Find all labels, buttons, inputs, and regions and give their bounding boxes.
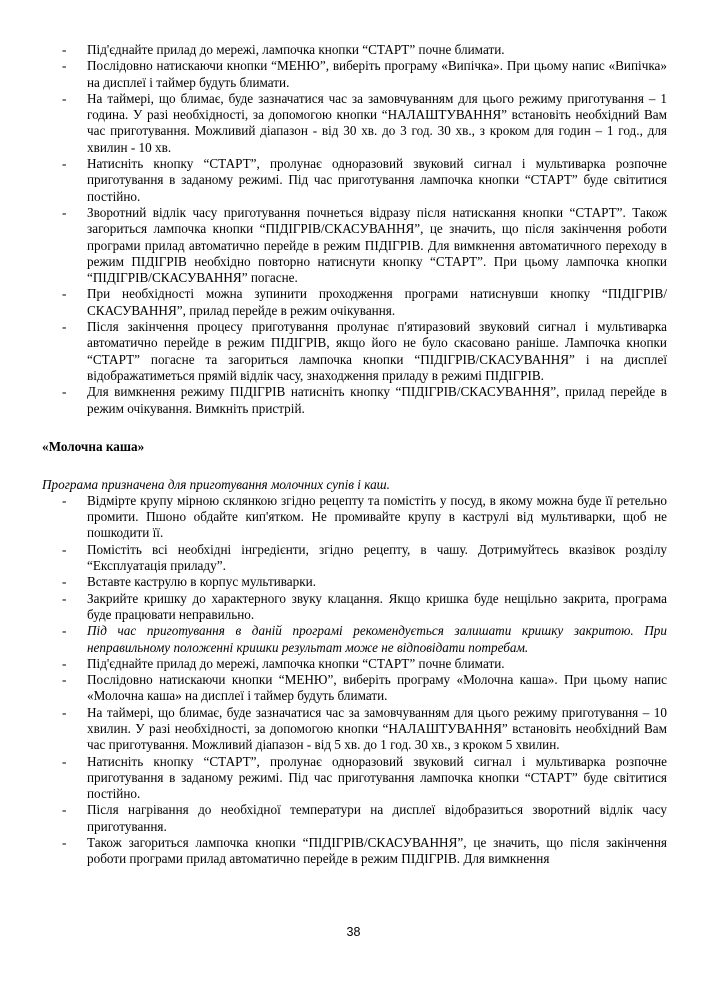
bullet-dash: - <box>62 802 67 818</box>
list-item-text: На таймері, що блимає, буде зазначатися час за замовчуванням для цього режиму приготування – 1 година. У разі необхідності, за допомогою кнопки “НАЛАШТУВАННЯ” встановіть необхідний Вам час приготування. Можливий діапазон - від 30 хв. до 3 год. 30 хв., з кроком для годин – 1 год., для хвилин - 10 хв. <box>87 90 667 155</box>
list-item-text: Послідовно натискаючи кнопки “МЕНЮ”, виберіть програму «Випічка». При цьому напис «Випічка» на дисплеї і таймер будуть блимати. <box>87 58 667 90</box>
list-item <box>42 802 667 835</box>
list-item-text: Вставте каструлю в корпус мультиварки. <box>87 574 317 590</box>
list-item <box>42 319 667 384</box>
instruction-list-baking <box>42 42 667 417</box>
bullet-dash: - <box>62 655 67 671</box>
list-item <box>42 705 667 754</box>
bullet-dash: - <box>62 204 67 220</box>
bullet-dash: - <box>62 835 67 851</box>
list-item <box>42 591 667 624</box>
page-number: 38 <box>346 925 361 939</box>
bullet-dash: - <box>62 623 67 639</box>
list-item <box>42 286 667 319</box>
section-intro: Програма призначена для приготування молочних супів і каш. <box>42 476 390 492</box>
bullet-dash: - <box>62 704 67 720</box>
list-item-text: Для вимкнення режиму ПІДІГРІВ натисніть кнопку “ПІДІГРІВ/СКАСУВАННЯ”, прилад перейде в режим очікування. Вимкніть пристрій. <box>87 384 667 416</box>
bullet-dash: - <box>62 574 67 590</box>
list-item-text: Під'єднайте прилад до мережі, лампочка кнопки “СТАРТ” почне блимати. <box>87 655 505 671</box>
list-item <box>42 672 667 705</box>
list-item-text: Помістіть всі необхідні інгредієнти, згідно рецепту, в чашу. Дотримуйтесь вказівок розділу “Експлуатація приладу”. <box>87 541 667 574</box>
bullet-dash: - <box>62 541 67 557</box>
instruction-list-milk-porridge <box>42 493 667 868</box>
list-item-text: Натисніть кнопку “СТАРТ”, пролунає одноразовий звуковий сигнал і мультиварка розпочне приготування в заданому режимі. Під час приготування лампочка кнопки “СТАРТ” буде світитися постійно. <box>87 156 667 204</box>
list-item-text: Закрийте кришку до характерного звуку клацання. Якщо кришка буде нещільно закрита, програма буде працювати неправильно. <box>87 590 667 622</box>
list-item-text: Натисніть кнопку “СТАРТ”, пролунає одноразовий звуковий сигнал і мультиварка розпочне приготування в заданому режимі. Під час приготування лампочка кнопки “СТАРТ” буде світитися постійно. <box>87 753 667 802</box>
bullet-dash: - <box>62 42 67 57</box>
bullet-dash: - <box>62 319 67 335</box>
list-item <box>42 542 667 575</box>
list-item-text: Послідовно натискаючи кнопки “МЕНЮ”, виберіть програму «Молочна каша». При цьому напис «Молочна каша» на дисплеї і таймер будуть блимати. <box>87 672 667 704</box>
list-item-text: Також загориться лампочка кнопки “ПІДІГРІВ/СКАСУВАННЯ”, це значить, що після закінчення роботи програми прилад автоматично перейде в режим ПІДІГРІВ. Для вимкнення <box>87 835 667 867</box>
bullet-dash: - <box>62 590 67 606</box>
list-item-text: Під'єднайте прилад до мережі, лампочка кнопки “СТАРТ” почне блимати. <box>87 42 505 57</box>
bullet-dash: - <box>62 156 67 172</box>
list-item-text: Зворотний відлік часу приготування почнеться відразу після натискання кнопки “СТАРТ”. Також загориться лампочка кнопки “ПІДІГРІВ/СКАСУВАННЯ”, це значить, що після закінчення роботи програми прилад автоматично перейде в режим ПІДІГРІВ. Для вимкнення автоматичного переходу в режим ПІДІГРІВ необхідно повторно натиснути кнопку “СТАРТ”. При цьому лампочка кнопки “ПІДІГРІВ/СКАСУВАННЯ” погасне. <box>87 204 667 286</box>
list-item <box>42 58 667 91</box>
document-page <box>42 42 667 868</box>
bullet-dash: - <box>62 58 67 74</box>
list-item <box>42 835 667 868</box>
list-item <box>42 384 667 417</box>
list-item-text: Після закінчення процесу приготування пролунає п'ятиразовий звуковий сигнал і мультиварка автоматично перейде в режим ПІДІГРІВ, якщо його не було скасовано раніше. Лампочка кнопки “СТАРТ” погасне та загориться лампочка кнопки “ПІДІГРІВ/СКАСУВАННЯ” і на дисплеї відображатиметься прямій відлік часу, знаходження приладу в режимі ПІДІГРІВ. <box>87 319 667 383</box>
bullet-dash: - <box>62 90 67 106</box>
bullet-dash: - <box>62 672 67 688</box>
list-item <box>42 754 667 803</box>
list-item <box>42 574 667 590</box>
list-item <box>42 656 667 672</box>
bullet-dash: - <box>62 753 67 769</box>
list-item <box>42 42 667 58</box>
list-item-text: Після нагрівання до необхідної температури на дисплеї відобразиться зворотний відлік часу приготування. <box>87 802 667 834</box>
list-item <box>42 156 667 205</box>
list-item-text: На таймері, що блимає, буде зазначатися час за замовчуванням для цього режиму приготування – 10 хвилин. У разі необхідності, за допомогою кнопки “НАЛАШТУВАННЯ” встановіть необхідний Вам час приготування. Можливий діапазон - від 5 хв. до 1 год. 30 хв., з кроком 5 хвилин. <box>87 704 667 753</box>
bullet-dash: - <box>62 286 67 302</box>
list-item <box>42 205 667 286</box>
list-item <box>42 493 667 542</box>
list-item <box>42 91 667 156</box>
list-item-text: Відмірте крупу мірною склянкою згідно рецепту та помістіть у посуд, в якому можна буде її ретельно промити. Пшоно обдайте кип'ятком. Не промивайте крупу в каструлі від мультиварки, щоб не пошкодити її. <box>87 492 667 541</box>
list-item-text: При необхідності можна зупинити проходження програми натиснувши кнопку “ПІДІГРІВ/СКАСУВАННЯ”, прилад перейде в режим очікування. <box>87 286 667 318</box>
bullet-dash: - <box>62 492 67 508</box>
bullet-dash: - <box>62 384 67 400</box>
list-item <box>42 623 667 656</box>
list-item-text: Під час приготування в даній програмі рекомендується залишати кришку закритою. При неправильному положенні кришки результат може не відповідати потребам. <box>87 623 667 655</box>
section-heading: «Молочна каша» <box>42 438 145 454</box>
